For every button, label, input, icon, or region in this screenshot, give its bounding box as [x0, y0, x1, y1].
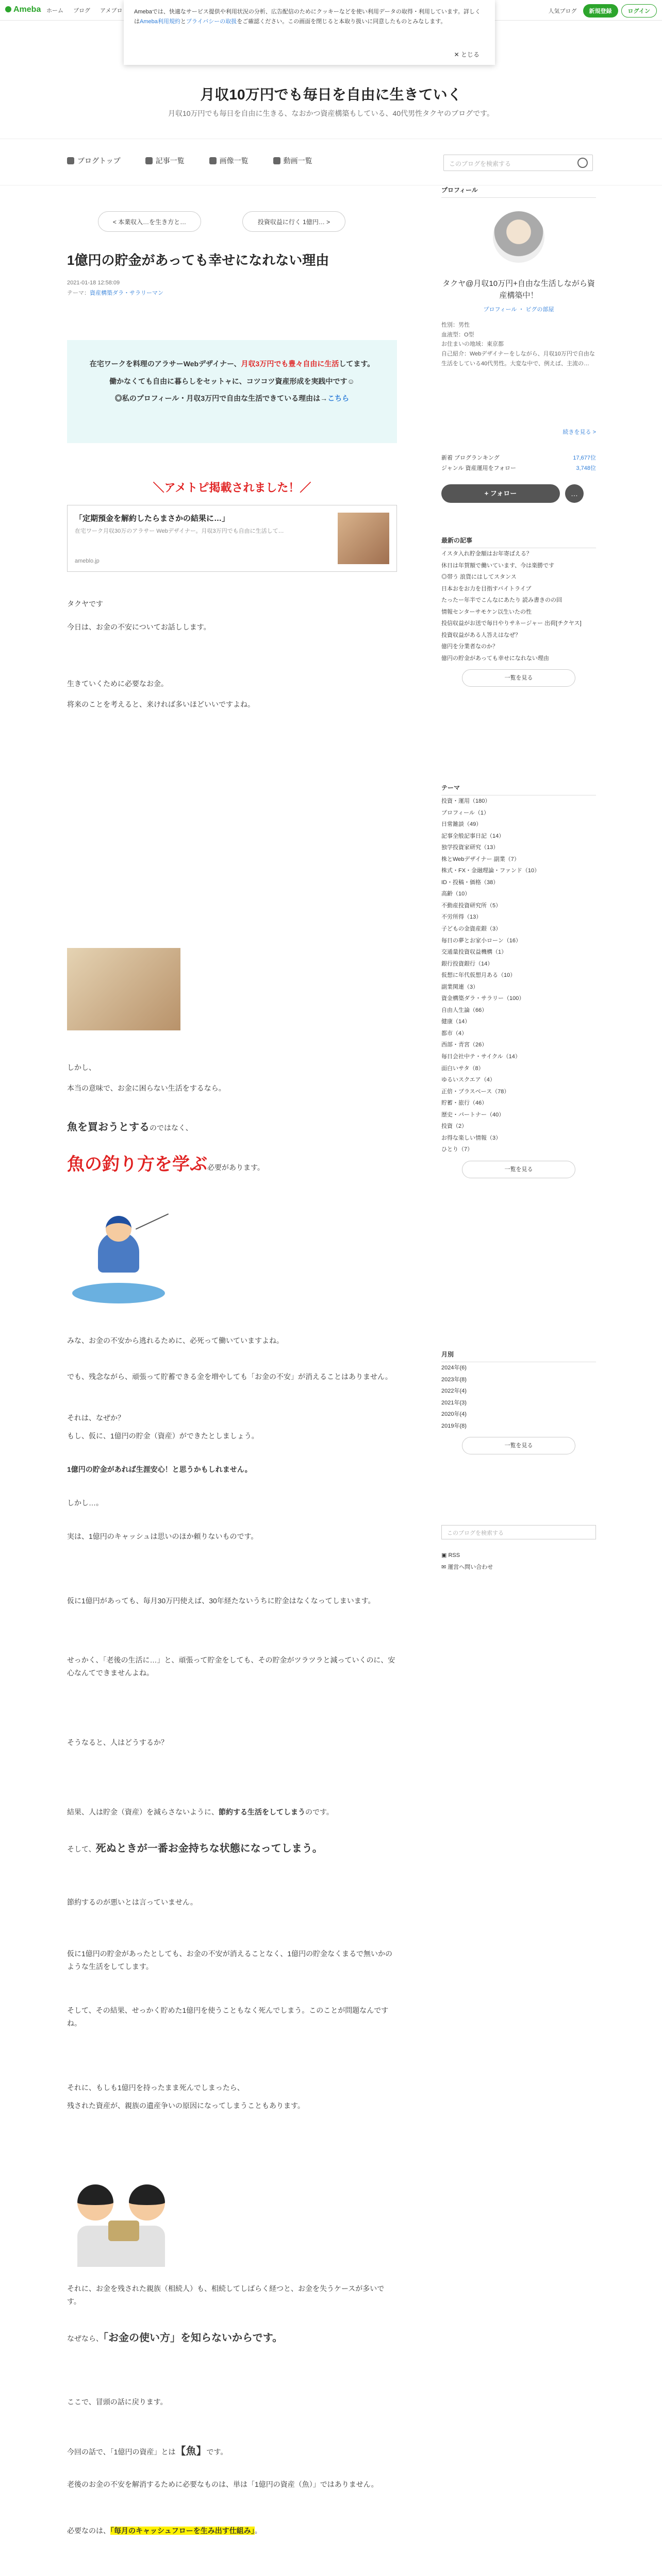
- mail-icon: ✉: [441, 1564, 448, 1570]
- paragraph: 仮に1億円の貯金があったとしても、お金の不安が消えることなく、1億円の貯金なくまるで無いかのような生活をしてします。: [67, 1950, 393, 1971]
- intro-box: 在宅ワークを料理のアラサーWebデザイナー、月収3万円でも豊々自由に生活してます。 働かなくても自由に暮らしをセットャに、コツコツ資産形成を実践中です☺ ◎私のプロフィール・月収3万円で自由な生活できている理由は→こちら: [67, 340, 397, 443]
- paragraph: でも、残念ながら、頑張って貯蓄できる金を増やしても「お金の不安」が消えることはありません。: [67, 1372, 392, 1381]
- recent-article-link[interactable]: ◎帯う 浪貨にはしてスタンス: [441, 574, 517, 581]
- paragraph: 今日は、お金の不安についてお話しします。: [67, 623, 211, 631]
- theme-label: テーマ：: [67, 290, 90, 296]
- recent-article-link[interactable]: たったー年半でこんなにあたり 読み書きのの回: [441, 597, 562, 604]
- blog-nav: [0, 139, 662, 185]
- paragraph: 魚の釣り方を学ぶ必要があります。: [67, 1155, 264, 1174]
- related-link-card[interactable]: [67, 505, 397, 572]
- paragraph: 魚を買おうとするのではなく、: [67, 1122, 193, 1133]
- nav-item-blog-top[interactable]: ブログトップ: [67, 156, 121, 166]
- contact-link[interactable]: ✉ 運営へ問い合わせ: [441, 1564, 493, 1570]
- profile-details: 性別：男性 血液型：O型 お住まいの地域：東京都 自己紹介：Webデザイナーをしながら、月収10万円で自由な生活をしている40代男性。大変な中で、例えば、主流の…: [441, 322, 595, 367]
- theme-link[interactable]: 独学投資家研究（13）: [441, 844, 499, 851]
- paragraph: そして、その結果、せっかく貯めた1億円を使うこともなく死んでしまう。このことが問題なんですね。: [67, 2006, 389, 2028]
- theme-link[interactable]: 高齢（10）: [441, 891, 471, 897]
- article-date: 2021-01-18 12:58:09: [67, 280, 120, 286]
- theme-link[interactable]: 不動産投資研究所（5）: [441, 902, 502, 909]
- signup-button[interactable]: 新規登録: [583, 4, 618, 18]
- theme-link[interactable]: プロフィール（1）: [441, 809, 490, 816]
- recent-article-link[interactable]: 情報センターサモケン以生いたの性: [441, 608, 532, 615]
- link-card-site: ameblo.jp: [75, 558, 100, 564]
- theme-link[interactable]: 子どもの金資産銀（3）: [441, 926, 502, 933]
- fishing-illustration: [67, 1216, 170, 1314]
- paragraph: 1億円の貯金があれば生涯安心！と思うかもしれません。: [67, 1465, 252, 1473]
- month-link[interactable]: 2022年(4): [441, 1388, 467, 1395]
- theme-link[interactable]: ID・投稿・価格（38）: [441, 879, 499, 886]
- close-icon: ✕: [454, 50, 461, 58]
- article-title[interactable]: 1億円の貯金があっても幸せになれない理由: [67, 252, 329, 268]
- cookie-terms-link[interactable]: Ameba利用規約: [140, 18, 180, 25]
- popular-blog-link[interactable]: 人気ブログ: [548, 8, 577, 14]
- theme-link[interactable]: 株式・FX・金融理論・ファンド（10）: [441, 868, 540, 874]
- cookie-text-1: Amebaでは、快適なサービス提供や利用状況の分析、広告配信のためにクッキーなどを使い利用データの取得・利用しています。詳しくは: [134, 9, 481, 25]
- paragraph: なぜなら、「お金の使い方」を知らないからです。: [67, 2332, 283, 2344]
- inheritance-illustration: [67, 2174, 180, 2272]
- paragraph: 必要なのは、「毎月のキャッシュフローを生み出す仕組み」。: [67, 2527, 262, 2535]
- home-icon: [67, 157, 74, 164]
- rss-link[interactable]: ▣ RSS: [441, 1552, 460, 1558]
- prev-article-button[interactable]: < 本業収入…を生き方と…: [98, 211, 201, 232]
- paragraph: せっかく、「老後の生活に…」と、頑張って貯金をしても、その貯金がツラツラと減っていくのに、安心なんてできませんよね。: [67, 1656, 395, 1677]
- link-card-thumbnail: [338, 513, 389, 564]
- nav-item-images[interactable]: 画像一覧: [209, 156, 249, 166]
- recent-articles: 最新の記事 イスタ入れ貯金額はお年寄ばえる？ 休日は年賀額で働いています、今は楽勝です ◎帯う 浪貨にはしてスタンス 日本おをお力を目指すバイトライブ たったー年半でこんなにあたり 読み書きのの回 情報センターサモケン以生いたの性 投信収益がお送で毎日やりサネージャー 出荷[チクヤス] 投資収益がある人答えはなぜ？ 億円を分業者なのか？ 億円の貯金があっても幸せになれない理由 一覧を見る: [441, 536, 596, 692]
- paragraph: タクヤです: [67, 600, 103, 608]
- theme-list: テーマ 投資・運用（180） プロフィール（1） 日常雑談（49） 記事全般記事日記（14） 独学投資家研究（13） 株とWebデザイナー 副業（7） 株式・FX・金融理論・ファンド（10） ID・投稿・価格（38） 高齢（10） 不動産投資研究所（5） 不労所得（13） 子どもの金資産銀（3） 毎日の夢とお家小ローン（16） 交通量投資収益機構（1） 銀行投資銀行（14） 仮想に年代仮想月ある（10） 副業関連（3） 資金構築ダラ・サラリー（100） 自由人生論（66） 健康（14） 都市（4） 西部・青宮（26） 毎日会社中テ・サイクル（14） 面白いサタ（8） ゆるいスクエア（4） 正倍・プラスベース（78） 貯蓄・旅行（46） 歴史・パートナー（40） 投資（2） お得な楽しい情報（3） ひとり（7） 一覧を見る: [441, 783, 596, 1183]
- theme-link[interactable]: 貯蓄・旅行（46）: [441, 1100, 488, 1107]
- profile-name[interactable]: タクヤ@月収10万円+自由な生活しながら資産構築中！: [442, 279, 595, 300]
- theme-link[interactable]: 西部・青宮（26）: [441, 1042, 488, 1048]
- profile-link[interactable]: こちら: [327, 394, 350, 403]
- paragraph: それに、もしも1億円を持ったまま死んでしまったら、: [67, 2083, 244, 2092]
- ameba-logo-icon: [5, 6, 11, 12]
- article-pager: [67, 201, 397, 232]
- list-icon: [145, 157, 153, 164]
- paragraph: もし、仮に、1億円の貯金（資産）ができたとしましょう。: [67, 1432, 259, 1440]
- paragraph: しかし、: [67, 1063, 96, 1072]
- paragraph: 今回の話で、「1億円の資産」とは【魚】です。: [67, 2446, 228, 2457]
- recent-article-link[interactable]: 投信収益がお送で毎日やりサネージャー 出荷[チクヤス]: [441, 620, 582, 627]
- ranking-item: 新着 ブログランキング 17,677位: [441, 455, 596, 461]
- theme-link[interactable]: 銀行投資銀行（14）: [441, 960, 493, 967]
- paragraph: そして、死ぬときが一番お金持ちな状態になってしまう。: [67, 1843, 323, 1854]
- theme-link[interactable]: お得な楽しい情報（3）: [441, 1134, 502, 1141]
- article-theme-link[interactable]: 資産構築ダラ・サラリーマン: [90, 290, 163, 296]
- sidebar: [441, 185, 596, 1570]
- blog-description: 月収10万円でも毎日を自由に生きる、なおかつ資産構築もしている、40代男性タクヤのブログです。: [168, 109, 494, 117]
- ametopi-heading: ＼アメトピ掲載されました！／: [153, 481, 311, 494]
- theme-link[interactable]: 株とWebデザイナー 副業（7）: [441, 856, 520, 862]
- top-right-actions: [549, 4, 657, 18]
- cookie-text-3: をご確認ください。この画面を閉じると本取り扱いに同意したものとみなします。: [237, 18, 446, 25]
- paragraph: 実は、1億円のキャッシュは思いのほか頼りないものです。: [67, 1532, 258, 1540]
- next-article-button[interactable]: 投資収益に行く 1億円… >: [242, 211, 345, 232]
- theme-more-button[interactable]: 一覧を見る: [462, 1161, 575, 1178]
- recent-article-link[interactable]: イスタ入れ貯金額はお年寄ばえる？: [441, 551, 532, 557]
- avatar[interactable]: [493, 211, 544, 263]
- nav-item-videos[interactable]: 動画一覧: [273, 156, 312, 166]
- paragraph: 結果、人は貯金（資産）を減らさないように、節約する生活をしてしまうのです。: [67, 1808, 334, 1816]
- theme-link[interactable]: 面白いサタ（8）: [441, 1065, 484, 1072]
- paragraph: 残された資産が、親族の遺産争いの原因になってしまうこともあります。: [67, 2102, 305, 2110]
- recent-article-link[interactable]: 投資収益がある人答えはなぜ？: [441, 632, 521, 638]
- recent-more-button[interactable]: 一覧を見る: [462, 669, 575, 687]
- more-options-icon[interactable]: …: [565, 484, 584, 503]
- ranking-item: ジャンル 資産運用をフォロー 3,748位: [441, 465, 596, 471]
- search-icon[interactable]: [577, 158, 588, 168]
- cookie-privacy-link[interactable]: プライバシーの取扱: [186, 18, 237, 25]
- recent-article-link[interactable]: 億円の貯金があっても幸せになれない理由: [441, 655, 549, 662]
- global-nav-item-home[interactable]: ホーム: [46, 8, 63, 14]
- paragraph: 将来のことを考えると、来ければ多いほどいいですよね。: [67, 700, 255, 708]
- theme-link[interactable]: ゆるいスクエア（4）: [441, 1077, 495, 1083]
- theme-link[interactable]: 健康（14）: [441, 1019, 471, 1025]
- nav-item-articles[interactable]: 記事一覧: [145, 156, 185, 166]
- theme-link[interactable]: 毎日会社中テ・サイクル（14）: [441, 1054, 521, 1060]
- cookie-text-2: と: [180, 18, 186, 25]
- month-link[interactable]: 2020年(4): [441, 1411, 467, 1418]
- theme-link[interactable]: 仮想に年代仮想月ある（10）: [441, 972, 516, 979]
- paragraph: 本当の意味で、お金に困らない生活をするなら。: [67, 1084, 226, 1092]
- paragraph: ここで、冒頭の話に戻ります。: [67, 2398, 168, 2406]
- paragraph: みな、お金の不安から逃れるために、必死って働いていますよね。: [67, 1336, 284, 1345]
- ameba-logo[interactable]: Ameba: [5, 5, 41, 14]
- theme-link[interactable]: 日常雑談（49）: [441, 821, 482, 828]
- theme-link[interactable]: 毎日の夢とお家小ローン（16）: [441, 937, 522, 944]
- paragraph: 老後のお金の不安を解消するために必要なものは、単は「1億円の資産（魚）」ではありません。: [67, 2480, 378, 2488]
- theme-link[interactable]: 歴史・パートナー（40）: [441, 1111, 505, 1118]
- paragraph: そうなると、人はどうするか？: [67, 1738, 168, 1747]
- blog-title[interactable]: 月収10万円でも毎日を自由に生きていく: [200, 87, 462, 103]
- month-link[interactable]: 2023年(8): [441, 1376, 467, 1383]
- recent-article-link[interactable]: 休日は年賀額で働いています、今は楽勝です: [441, 562, 555, 569]
- month-more-button[interactable]: 一覧を見る: [462, 1437, 575, 1454]
- theme-link[interactable]: 記事全般記事日記（14）: [441, 833, 505, 839]
- video-icon: [273, 157, 280, 164]
- global-nav-item-ameblo[interactable]: アメブロ: [100, 8, 123, 14]
- rss-icon: ▣: [441, 1552, 449, 1558]
- theme-link[interactable]: 交通量投資収益機構（1）: [441, 949, 507, 956]
- theme-link[interactable]: 正倍・プラスベース（78）: [441, 1088, 510, 1095]
- recent-article-link[interactable]: 日本おをお力を目指すバイトライブ: [441, 585, 532, 592]
- sidebar-follow-button[interactable]: + フォロー: [441, 484, 560, 503]
- theme-link[interactable]: 投資・運用（180）: [441, 798, 491, 804]
- theme-link[interactable]: 自由人生論（66）: [441, 1007, 488, 1013]
- camera-icon: [209, 157, 217, 164]
- global-nav-item-blog[interactable]: ブログ: [73, 8, 91, 14]
- theme-link[interactable]: ひとり（7）: [441, 1146, 473, 1153]
- profile-heading: プロフィール: [441, 185, 596, 198]
- recent-article-link[interactable]: 億円を分業者なのか？: [441, 643, 498, 650]
- article-image-money: [67, 948, 180, 1030]
- paragraph: 節約するのが悪いとは言っていません。: [67, 1898, 197, 1906]
- cookie-close-button[interactable]: ✕ とじる: [454, 50, 479, 58]
- paragraph: 生きていくために必要なお金。: [67, 680, 168, 688]
- paragraph: しかし…。: [67, 1499, 103, 1507]
- theme-link[interactable]: 資金構築ダラ・サラリー（100）: [441, 995, 525, 1002]
- profile-more-link[interactable]: 続きを見る >: [562, 429, 596, 435]
- month-link[interactable]: 2024年(6): [441, 1365, 467, 1371]
- article-meta: [67, 278, 163, 299]
- month-link[interactable]: 2021年(3): [441, 1399, 467, 1406]
- paragraph: それは、なぜか？: [67, 1414, 125, 1422]
- theme-link[interactable]: 不労所得（13）: [441, 914, 482, 921]
- theme-link[interactable]: 副業関連（3）: [441, 984, 479, 990]
- theme-link[interactable]: 都市（4）: [441, 1030, 468, 1037]
- ranking-list: [441, 453, 596, 474]
- login-button[interactable]: ログイン: [621, 4, 657, 18]
- link-card-title: 「定期預金を解約したらまさかの結果に…」: [75, 514, 230, 523]
- profile-sublinks[interactable]: プロフィール ・ ピグの部屋: [483, 307, 554, 313]
- paragraph: 仮に1億円があっても、毎月30万円使えば、30年経たないうちに貯金はなくなってしまいます。: [67, 1597, 375, 1605]
- sidebar-search-input[interactable]: このブログを検索する: [441, 1525, 596, 1539]
- link-card-desc: 在宅ワーク月収30万のアラサー Webデザイナー。月収3万円でも自由に生活して…: [75, 528, 284, 534]
- paragraph: それに、お金を残された親族（相続人）も、相続してしばらく経つと、お金を失うケースが多いです。: [67, 2284, 385, 2306]
- global-nav: [46, 6, 130, 14]
- theme-link[interactable]: 投資（2）: [441, 1123, 468, 1130]
- cookie-consent-popup: [124, 0, 495, 65]
- monthly-archive: 月別 2024年(6) 2023年(8) 2022年(4) 2021年(3) 2020年(4) 2019年(8) 一覧を見る: [441, 1350, 596, 1460]
- blog-search-input[interactable]: このブログを検索する: [443, 155, 593, 171]
- month-link[interactable]: 2019年(8): [441, 1422, 467, 1429]
- sidebar-search: [441, 1525, 596, 1573]
